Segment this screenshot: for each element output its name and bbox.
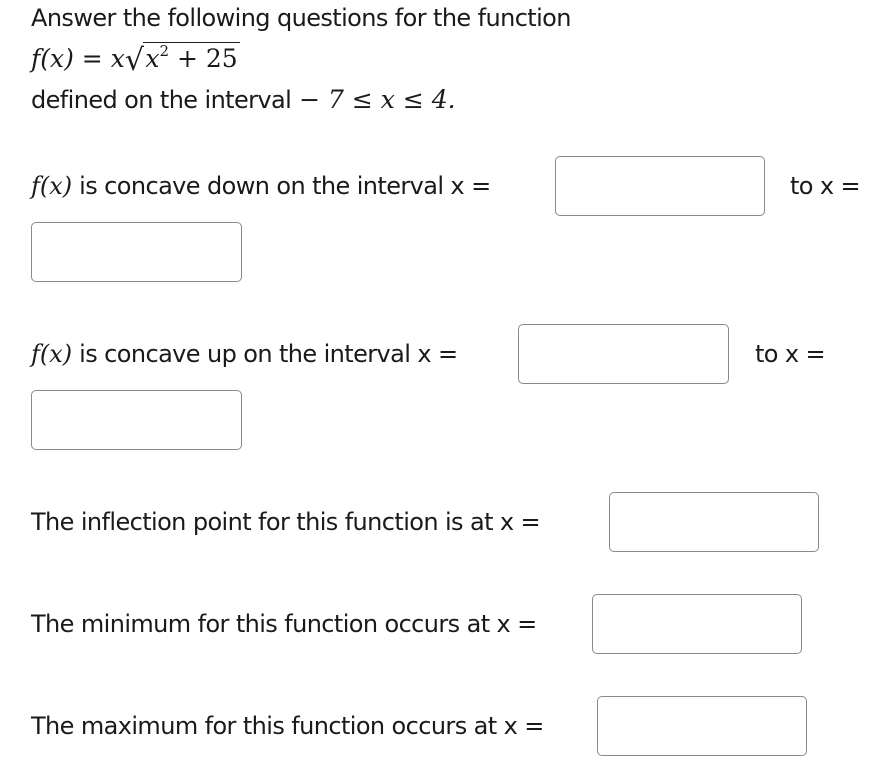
radicand [143,42,239,73]
radical-sign: √ [124,43,144,78]
inflection-question: The inflection point for this function is at x = [31,508,541,536]
concave-down-to-input[interactable] [31,222,242,282]
radicand-exponent: 2 [159,42,169,60]
function-formula [31,42,240,78]
maximum-question: The maximum for this function occurs at x = [31,712,544,740]
square-root [124,42,240,78]
minimum-input[interactable] [592,594,802,654]
concave-up-to-input[interactable] [31,390,242,450]
inflection-input[interactable] [609,492,819,552]
concave-down-fx: f(x) [31,172,73,200]
maximum-input[interactable] [597,696,807,756]
interval-line [31,86,456,114]
concave-up-fx: f(x) [31,340,73,368]
minimum-question: The minimum for this function occurs at x = [31,610,537,638]
interval-math: − 7 ≤ x ≤ 4. [291,85,456,114]
concave-up-label: is concave up on the interval x = [72,340,458,368]
concave-down-to-label: to x = [790,172,861,200]
radicand-base: x [145,44,160,73]
concave-down-question [31,172,491,200]
concave-up-to-label: to x = [755,340,826,368]
concave-up-question [31,340,457,368]
radicand-rest: + 25 [169,44,238,73]
concave-down-from-input[interactable] [555,156,765,216]
interval-text: defined on the interval [31,86,292,114]
function-prefix: f(x) = x [31,44,125,73]
concave-up-from-input[interactable] [518,324,729,384]
intro-heading: Answer the following questions for the function [31,4,571,32]
concave-down-label: is concave down on the interval x = [72,172,491,200]
